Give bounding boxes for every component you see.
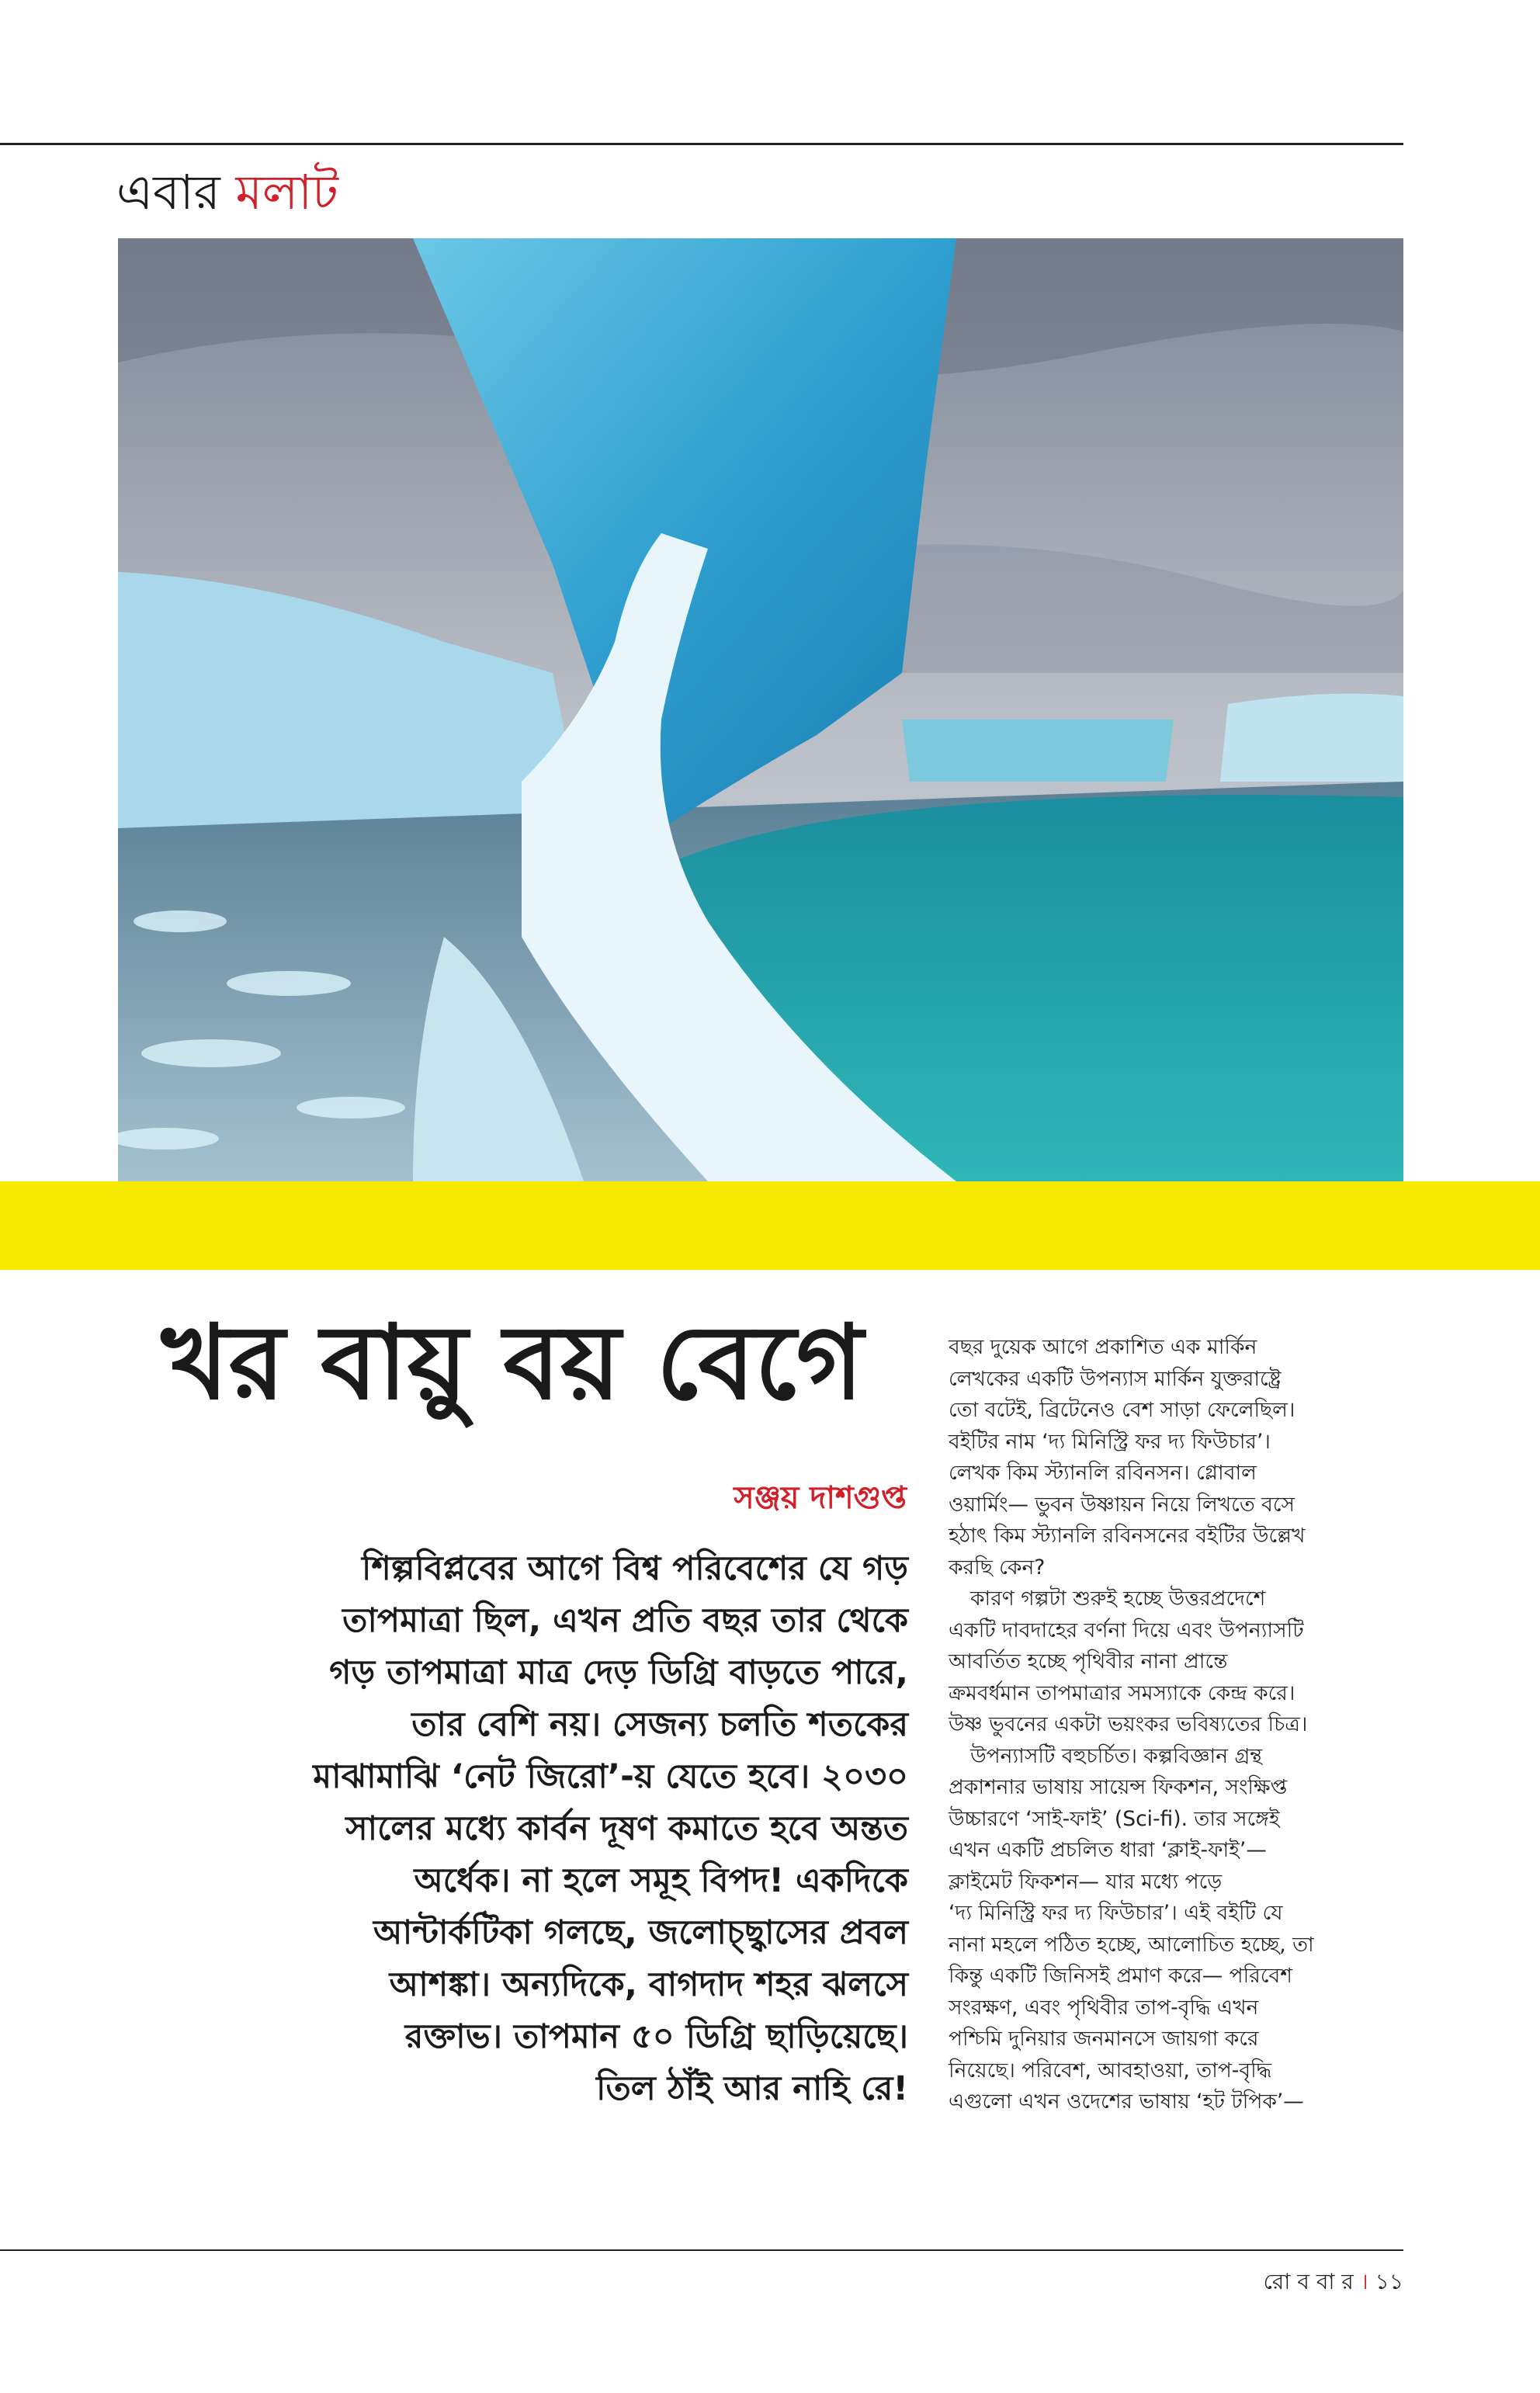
body-line: তো বটেই, ব্রিটেনেও বেশ সাড়া ফেলেছিল। [949, 1398, 1295, 1422]
body-line: একটি দাবদাহের বর্ণনা দিয়ে এবং উপন্যাসটি [949, 1618, 1304, 1642]
lead-line: অর্ধেক। না হলে সমূহ বিপদ! একদিকে [414, 1861, 908, 1900]
iceberg-image [118, 238, 1403, 1181]
lead-line: শিল্পবিপ্লবের আগে বিশ্ব পরিবেশের যে গড় [362, 1549, 908, 1588]
folio [1211, 2266, 1403, 2298]
folio-separator: । [1360, 2269, 1368, 2294]
body-line: ক্লাইমেট ফিকশন— যার মধ্যে পড়ে [949, 1869, 1223, 1894]
body-line: কিন্তু একটি জিনিসই প্রমাণ করে— পরিবেশ [949, 1964, 1292, 1988]
lead-line: গড় তাপমাত্রা মাত্র দেড় ডিগ্রি বাড়তে পারে, [329, 1653, 908, 1692]
body-line: পশ্চিমি দুনিয়ার জনমানসে জায়গা করে [949, 2027, 1259, 2051]
body-line: উপন্যাসটি বহুচর্চিত। কল্পবিজ্ঞান গ্রন্থ [970, 1743, 1262, 1768]
headline: খর বায়ু বয় বেগে [161, 1302, 864, 1423]
body-line: নিয়েছে। পরিবেশ, আবহাওয়া, তাপ-বৃদ্ধি [949, 2058, 1272, 2083]
lead-line: সালের মধ্যে কার্বন দূষণ কমাতে হবে অন্তত [345, 1809, 908, 1848]
lead-line: আন্টার্কটিকা গলছে, জলোচ্ছ্বাসের প্রবল [373, 1913, 908, 1952]
body-line: এগুলো এখন ওদেশের ভাষায় ‘হট টপিক’— [949, 2090, 1304, 2114]
body-line: ওয়ার্মিং— ভুবন উষ্ণায়ন নিয়ে লিখতে বসে [949, 1492, 1295, 1517]
body-line: করছি কেন? [949, 1555, 1046, 1580]
body-line: বইটির নাম ‘দ্য মিনিস্ট্রি ফর দ্য ফিউচার’। [949, 1429, 1271, 1454]
yellow-band [0, 1181, 1540, 1270]
body-line: সংরক্ষণ, এবং পৃথিবীর তাপ-বৃদ্ধি এখন [949, 1995, 1259, 2020]
lead-paragraph [233, 1543, 908, 2115]
body-line: উষ্ণ ভুবনের একটা ভয়ংকর ভবিষ্যতের চিত্র। [949, 1712, 1308, 1736]
section-label [116, 161, 338, 224]
section-highlight: মলাট [235, 164, 338, 220]
body-line: লেখক কিম স্ট্যানলি রবিনসন। গ্লোবাল [949, 1461, 1257, 1485]
body-line: হঠাৎ কিম স্ট্যানলি রবিনসনের বইটির উল্লেখ [949, 1524, 1306, 1548]
publication-name: রো ব বা র [1263, 2269, 1354, 2294]
lead-line: তার বেশি নয়। সেজন্য চলতি শতকের [411, 1705, 908, 1744]
cover-photo [118, 238, 1403, 1181]
body-line: প্রকাশনার ভাষায় সায়েন্স ফিকশন, সংক্ষিপ্ত [949, 1775, 1288, 1799]
body-line: কারণ গল্পটা শুরুই হচ্ছে উত্তরপ্রদেশে [970, 1587, 1266, 1611]
lead-line: তাপমাত্রা ছিল, এখন প্রতি বছর তার থেকে [342, 1601, 908, 1640]
body-line: উচ্চারণে ‘সাই-ফাই’ (Sci-fi). তার সঙ্গেই [949, 1806, 1280, 1831]
byline: সঞ্জয় দাশগুপ্ত [734, 1480, 907, 1516]
page-number: ১১ [1375, 2269, 1403, 2294]
body-line: আবর্তিত হচ্ছে পৃথিবীর নানা প্রান্তে [949, 1649, 1228, 1673]
body-line: বছর দুয়েক আগে প্রকাশিত এক মার্কিন [949, 1335, 1257, 1359]
bottom-rule [0, 2249, 1403, 2251]
body-line: নানা মহলে পঠিত হচ্ছে, আলোচিত হচ্ছে, তা [949, 1932, 1314, 1957]
lead-line: আশঙ্কা। অন্যদিকে, বাগদাদ শহর ঝলসে [389, 1965, 908, 2004]
body-line: এখন একটি প্রচলিত ধারা ‘ক্লাই-ফাই’— [949, 1838, 1267, 1862]
body-line: ক্রমবর্ধমান তাপমাত্রার সমস্যাকে কেন্দ্র করে। [949, 1680, 1295, 1705]
lead-line: তিল ঠাঁই আর নাহি রে! [596, 2069, 908, 2108]
lead-line: রক্তাভ। তাপমান ৫০ ডিগ্রি ছাড়িয়েছে। [404, 2017, 908, 2056]
lead-line: মাঝামাঝি ‘নেট জিরো’-য় যেতে হবে। ২০৩০ [313, 1757, 908, 1796]
section-prefix: এবার [116, 164, 220, 220]
body-line: লেখকের একটি উপন্যাস মার্কিন যুক্তরাষ্ট্রে [949, 1366, 1282, 1391]
body-column [949, 1332, 1406, 2118]
top-rule [0, 143, 1403, 145]
body-line: ‘দ্য মিনিস্ট্রি ফর দ্য ফিউচার’। এই বইটি যে [949, 1901, 1283, 1925]
